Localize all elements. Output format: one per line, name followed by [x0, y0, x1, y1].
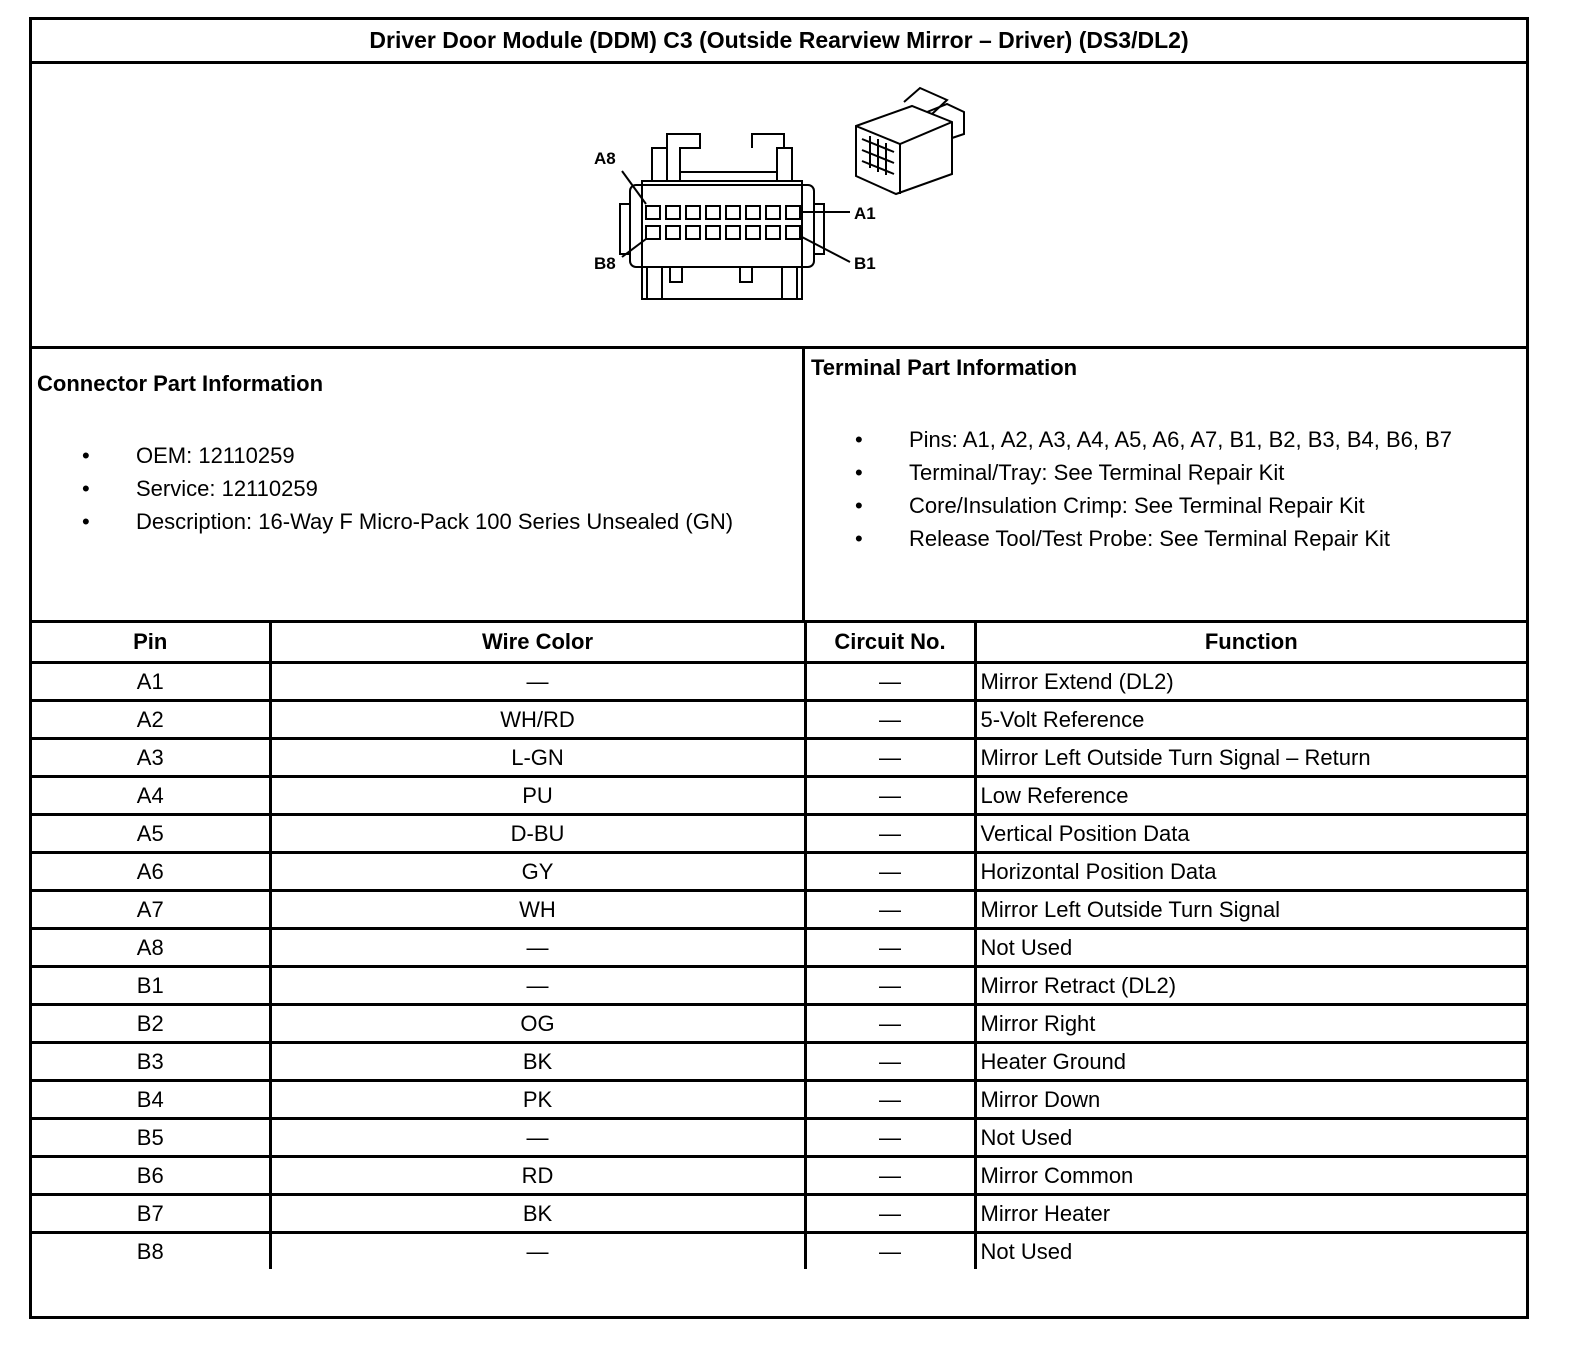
table-row	[32, 929, 1526, 967]
cell-circuit-no: —	[805, 891, 975, 929]
label-a1: A1	[854, 204, 876, 223]
connector-isometric-icon	[856, 88, 964, 194]
cell-wire-color: WH	[270, 891, 805, 929]
table-row	[32, 1081, 1526, 1119]
cell-wire-color: PU	[270, 777, 805, 815]
cell-circuit-no: —	[805, 1119, 975, 1157]
table-row	[32, 853, 1526, 891]
cell-pin: A8	[32, 929, 270, 967]
cell-wire-color: BK	[270, 1043, 805, 1081]
cell-circuit-no: —	[805, 663, 975, 701]
cell-function: Mirror Heater	[975, 1195, 1526, 1233]
cell-function: Mirror Down	[975, 1081, 1526, 1119]
cell-circuit-no: —	[805, 1081, 975, 1119]
table-row	[32, 1157, 1526, 1195]
table-row	[32, 777, 1526, 815]
cell-function: Not Used	[975, 1233, 1526, 1270]
table-header-row	[32, 623, 1526, 663]
terminal-part-info	[805, 349, 1526, 623]
cell-wire-color: —	[270, 1233, 805, 1270]
table-row	[32, 967, 1526, 1005]
cell-function: Low Reference	[975, 777, 1526, 815]
list-item: • Description: 16-Way F Micro-Pack 100 Series Unsealed (GN)	[82, 507, 772, 536]
cell-pin: A4	[32, 777, 270, 815]
cell-circuit-no: —	[805, 701, 975, 739]
cell-pin: A6	[32, 853, 270, 891]
connector-side-tabs	[620, 204, 824, 254]
table-row	[32, 1005, 1526, 1043]
cell-wire-color: RD	[270, 1157, 805, 1195]
table-row	[32, 1119, 1526, 1157]
list-item: • OEM: 12110259	[82, 441, 772, 470]
cell-wire-color: L-GN	[270, 739, 805, 777]
cell-function: Mirror Retract (DL2)	[975, 967, 1526, 1005]
cell-wire-color: GY	[270, 853, 805, 891]
table-row	[32, 1043, 1526, 1081]
cell-circuit-no: —	[805, 777, 975, 815]
cell-circuit-no: —	[805, 853, 975, 891]
cell-pin: B8	[32, 1233, 270, 1270]
cell-pin: A3	[32, 739, 270, 777]
table-row	[32, 891, 1526, 929]
cell-circuit-no: —	[805, 1233, 975, 1270]
cell-function: 5-Volt Reference	[975, 701, 1526, 739]
list-item: • Core/Insulation Crimp: See Terminal Repair Kit	[855, 491, 1495, 520]
table-row	[32, 739, 1526, 777]
terminal-info-list	[855, 425, 1495, 557]
latch-right-post	[777, 148, 792, 181]
list-item: • Release Tool/Test Probe: See Terminal Repair Kit	[855, 524, 1495, 553]
label-a8: A8	[594, 149, 616, 168]
connector-info-heading: Connector Part Information	[37, 371, 324, 396]
header-circuit-no: Circuit No.	[805, 623, 975, 663]
cell-function: Mirror Common	[975, 1157, 1526, 1195]
table-row	[32, 701, 1526, 739]
connector-locks	[670, 267, 752, 282]
connector-part-info	[32, 349, 805, 623]
connector-info-list	[82, 441, 772, 540]
connector-drawing	[32, 64, 1526, 346]
table-row	[32, 1233, 1526, 1270]
cell-wire-color: WH/RD	[270, 701, 805, 739]
list-item: • Pins: A1, A2, A3, A4, A5, A6, A7, B1, B2, B3, B4, B6, B7	[855, 425, 1495, 454]
cell-function: Heater Ground	[975, 1043, 1526, 1081]
latch-left-hook	[667, 134, 700, 181]
cell-wire-color: —	[270, 967, 805, 1005]
latch-right-hook	[752, 134, 784, 148]
cell-function: Not Used	[975, 929, 1526, 967]
cell-pin: A7	[32, 891, 270, 929]
list-item: • Terminal/Tray: See Terminal Repair Kit	[855, 458, 1495, 487]
cell-circuit-no: —	[805, 1195, 975, 1233]
cell-pin: B4	[32, 1081, 270, 1119]
terminal-info-heading: Terminal Part Information	[811, 355, 1078, 380]
label-b1: B1	[854, 254, 876, 273]
cavity-row-a	[646, 206, 800, 219]
cell-function: Vertical Position Data	[975, 815, 1526, 853]
cell-circuit-no: —	[805, 815, 975, 853]
cell-circuit-no: —	[805, 1005, 975, 1043]
cell-wire-color: D-BU	[270, 815, 805, 853]
cell-pin: B5	[32, 1119, 270, 1157]
cell-circuit-no: —	[805, 739, 975, 777]
cell-function: Not Used	[975, 1119, 1526, 1157]
cell-pin: A1	[32, 663, 270, 701]
cell-wire-color: —	[270, 663, 805, 701]
cell-wire-color: —	[270, 1119, 805, 1157]
cell-wire-color: BK	[270, 1195, 805, 1233]
header-wire-color: Wire Color	[270, 623, 805, 663]
cavity-row-b	[646, 226, 800, 239]
cell-circuit-no: —	[805, 929, 975, 967]
page-title: Driver Door Module (DDM) C3 (Outside Rearview Mirror – Driver) (DS3/DL2)	[32, 20, 1526, 64]
cell-function: Mirror Right	[975, 1005, 1526, 1043]
header-function: Function	[975, 623, 1526, 663]
cell-pin: B6	[32, 1157, 270, 1195]
table-row	[32, 815, 1526, 853]
cell-circuit-no: —	[805, 967, 975, 1005]
cell-wire-color: PK	[270, 1081, 805, 1119]
cell-pin: B7	[32, 1195, 270, 1233]
label-b8: B8	[594, 254, 616, 273]
cell-circuit-no: —	[805, 1043, 975, 1081]
connector-sheet	[29, 17, 1529, 1319]
cell-function: Mirror Extend (DL2)	[975, 663, 1526, 701]
pinout-rows	[32, 663, 1526, 1270]
pinout-table	[32, 623, 1526, 1269]
cell-wire-color: OG	[270, 1005, 805, 1043]
cell-function: Horizontal Position Data	[975, 853, 1526, 891]
cell-function: Mirror Left Outside Turn Signal	[975, 891, 1526, 929]
list-item: • Service: 12110259	[82, 474, 772, 503]
connector-diagram	[32, 64, 1526, 349]
cell-pin: A2	[32, 701, 270, 739]
cell-pin: B3	[32, 1043, 270, 1081]
cell-wire-color: —	[270, 929, 805, 967]
cell-function: Mirror Left Outside Turn Signal – Return	[975, 739, 1526, 777]
cell-circuit-no: —	[805, 1157, 975, 1195]
table-row	[32, 663, 1526, 701]
latch-left-post	[652, 148, 667, 181]
header-pin: Pin	[32, 623, 270, 663]
cell-pin: B2	[32, 1005, 270, 1043]
table-row	[32, 1195, 1526, 1233]
cell-pin: A5	[32, 815, 270, 853]
cell-pin: B1	[32, 967, 270, 1005]
